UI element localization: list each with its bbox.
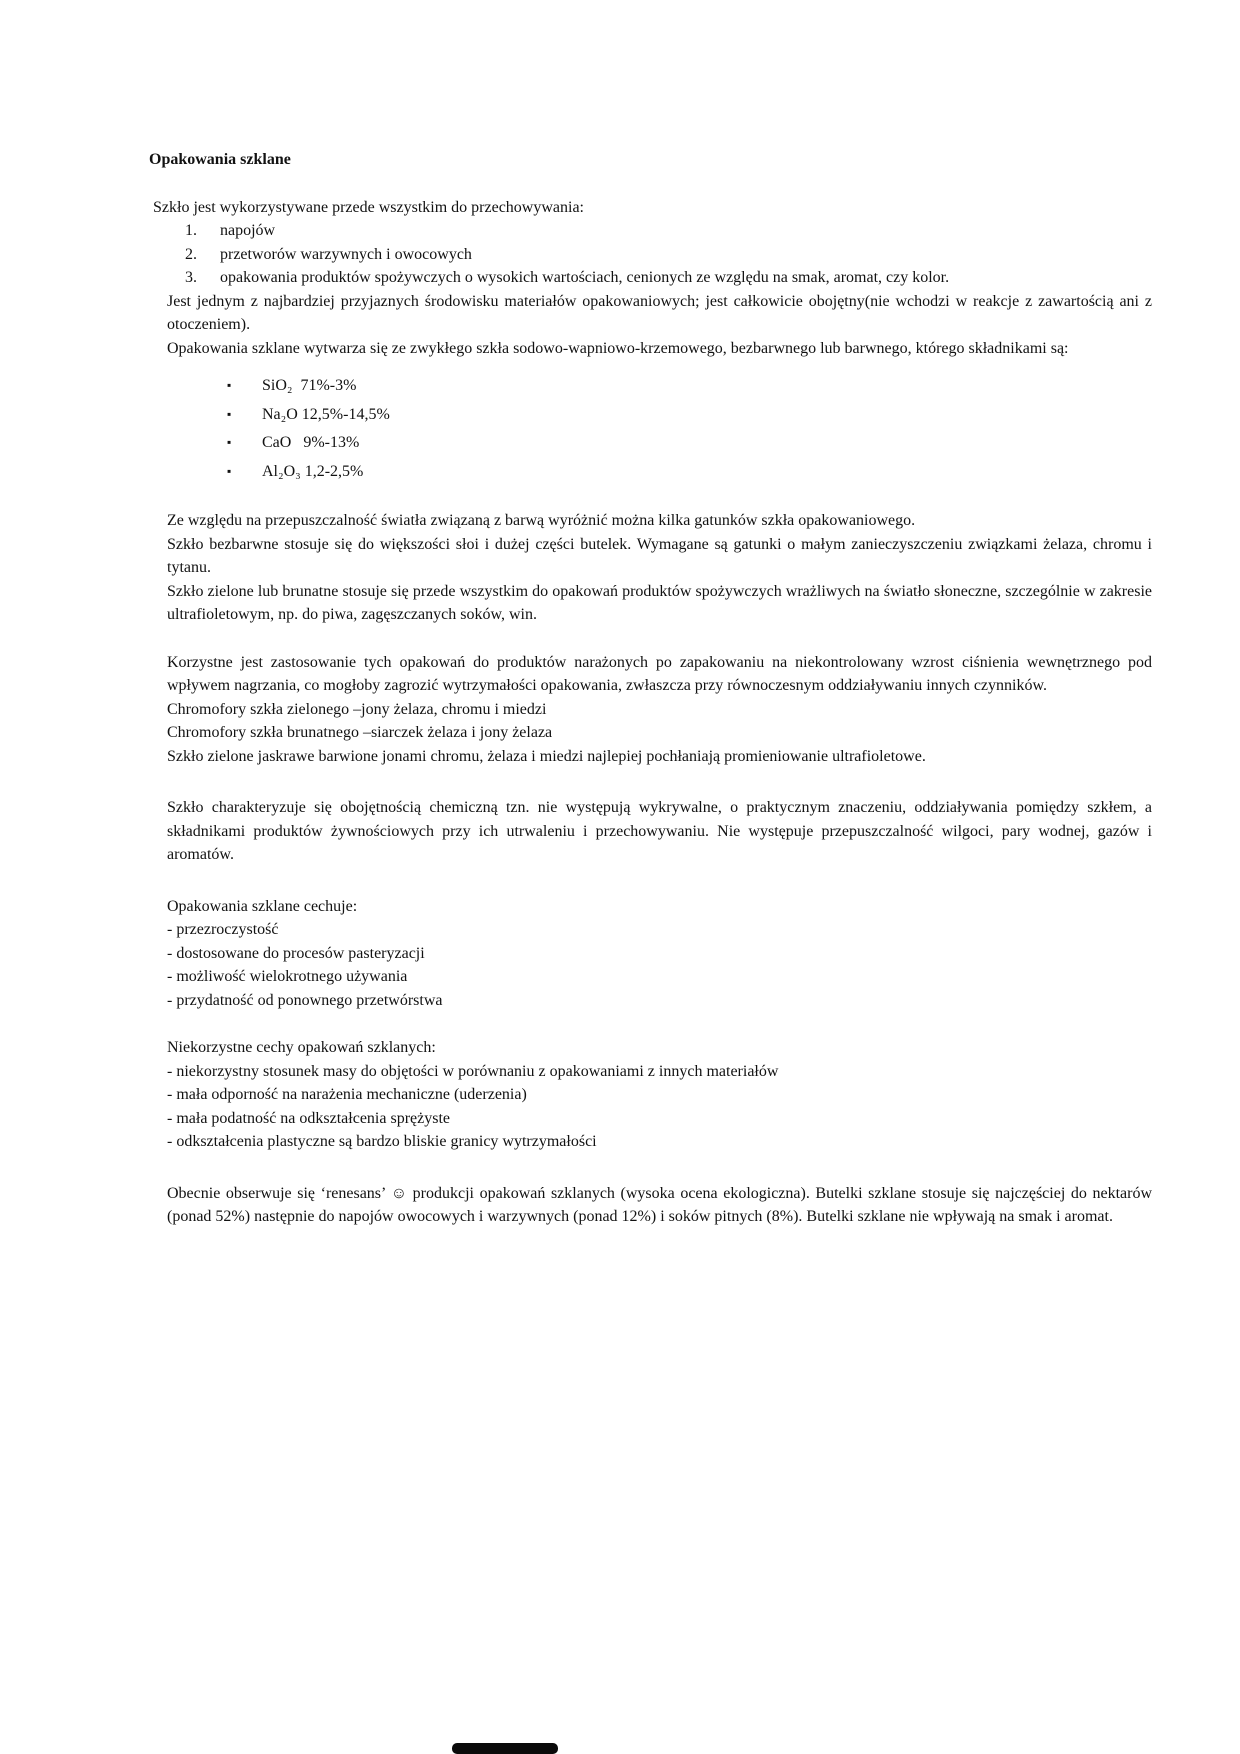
component-value: SiO₂ 71%-3% bbox=[262, 377, 357, 394]
feature-item: - możliwość wielokrotnego używania bbox=[167, 968, 408, 985]
drawback-item: - niekorzystny stosunek masy do objętości w porównaniu z opakowaniami z innych materiałów bbox=[167, 1062, 779, 1080]
page-title: Opakowania szklane bbox=[149, 151, 291, 168]
document-content bbox=[149, 148, 1152, 1229]
paragraph-chemical-inertness: Szkło charakteryzuje się obojętnością chemiczną tzn. nie występują wykrywalne, o praktycznym znaczeniu, oddziaływania pomiędzy szkłem, a składnikami produktów żywnościowych przy ich utrwaleniu i przechowywaniu. Nie występuje przepuszczalność wilgoci, pary wodnej, gazów i aromatów. bbox=[167, 799, 1152, 863]
list-item bbox=[149, 266, 1152, 290]
uses-numbered-list bbox=[149, 219, 1152, 290]
paragraph-colorless-glass: Szkło bezbarwne stosuje się do większości słoi i dużej części butelek. Wymagane są gatunki o małym zanieczyszczeniu związkami żelaza, chromu i tytanu. bbox=[167, 535, 1152, 576]
paragraph-glass-composition: Opakowania szklane wytwarza się ze zwykłego szkła sodowo-wapniowo-krzemowego, bezbarwnego lub barwnego, którego składnikami są: bbox=[167, 339, 1069, 357]
footer-mark bbox=[452, 1743, 558, 1754]
paragraph-spacer bbox=[149, 867, 1152, 895]
list-item bbox=[149, 460, 1152, 484]
feature-item: - przydatność od ponownego przetwórstwa bbox=[167, 991, 443, 1009]
list-item bbox=[149, 431, 1152, 455]
paragraph-environment-friendly: Jest jednym z najbardziej przyjaznych środowisku materiałów opakowaniowych; jest całkowicie obojętny(nie wchodzi w reakcje z zawartością ani z otoczeniem). bbox=[167, 292, 1152, 333]
list-number: 2. bbox=[185, 245, 197, 263]
drawback-item: - mała odporność na narażenia mechaniczne (uderzenia) bbox=[167, 1086, 527, 1103]
component-value: Na₂O 12,5%-14,5% bbox=[262, 405, 390, 423]
drawback-item: - odkształcenia plastyczne są bardzo bliskie granicy wytrzymałości bbox=[167, 1133, 597, 1150]
list-item bbox=[149, 403, 1152, 427]
list-item bbox=[149, 219, 1152, 243]
line-chromophores-brown: Chromofory szkła brunatnego –siarczek żelaza i jony żelaza bbox=[167, 724, 553, 741]
list-number: 3. bbox=[185, 269, 197, 286]
drawbacks-heading: Niekorzystne cechy opakowań szklanych: bbox=[167, 1039, 436, 1056]
square-bullet-icon: ▪ bbox=[227, 463, 232, 478]
list-item-text: przetworów warzywnych i owocowych bbox=[220, 245, 472, 263]
list-number: 1. bbox=[185, 222, 197, 239]
paragraph-internal-pressure: Korzystne jest zastosowanie tych opakowań do produktów narażonych po zapakowaniu na niekontrolowany wzrost ciśnienia wewnętrznego pod wpływem nagrzania, co mogłoby zagrozić wytrzymałości opakowania, zwłaszcza przy równoczesnym oddziaływaniu innych czynników. bbox=[167, 653, 1152, 694]
square-bullet-icon: ▪ bbox=[227, 406, 232, 421]
paragraph-green-brown-glass: Szkło zielone lub brunatne stosuje się przede wszystkim do opakowań produktów spożywczych wrażliwych na światło słoneczne, szczególnie w zakresie ultrafioletowym, np. do piwa, zagęszczanych soków, win. bbox=[167, 582, 1152, 623]
composition-bullet-list bbox=[149, 374, 1152, 483]
list-item-text: napojów bbox=[220, 222, 276, 239]
feature-item: - dostosowane do procesów pasteryzacji bbox=[167, 944, 425, 962]
paragraph-spacer bbox=[149, 1154, 1152, 1182]
paragraph-spacer bbox=[149, 1012, 1152, 1036]
paragraph-spacer bbox=[149, 768, 1152, 796]
square-bullet-icon: ▪ bbox=[227, 435, 232, 449]
list-item-text: opakowania produktów spożywczych o wysokich wartościach, cenionych ze względu na smak, aromat, czy kolor. bbox=[220, 269, 950, 286]
square-bullet-icon: ▪ bbox=[227, 378, 232, 392]
features-heading: Opakowania szklane cechuje: bbox=[167, 897, 358, 915]
drawback-item: - mała podatność na odkształcenia sprężyste bbox=[167, 1109, 450, 1127]
paragraph-spacer bbox=[149, 627, 1152, 651]
line-chromophores-green: Chromofory szkła zielonego –jony żelaza, chromu i miedzi bbox=[167, 700, 547, 718]
paragraph-renaissance: Obecnie obserwuje się ‘renesans’ ☺ produkcji opakowań szklanych (wysoka ocena ekologiczna). Butelki szklane stosuje się najczęściej do nektarów (ponad 52%) następnie do napojów owocowych i warzywnych (ponad 12%) i soków pitnych (8%). Butelki szklane nie wpływają na smak i aromat. bbox=[167, 1184, 1152, 1225]
paragraph-uv-absorption: Szkło zielone jaskrawe barwione jonami chromu, żelaza i miedzi najlepiej pochłaniają promieniowanie ultrafioletowe. bbox=[167, 747, 926, 765]
feature-item: - przezroczystość bbox=[167, 921, 279, 938]
list-item bbox=[149, 374, 1152, 398]
component-value: Al₂O₃ 1,2-2,5% bbox=[262, 462, 364, 480]
intro-lead: Szkło jest wykorzystywane przede wszystkim do przechowywania: bbox=[153, 198, 584, 216]
list-item bbox=[149, 243, 1152, 267]
component-value: CaO 9%-13% bbox=[262, 434, 360, 451]
paragraph-light-transmittance: Ze względu na przepuszczalność światła związaną z barwą wyróżnić można kilka gatunków szkła opakowaniowego. bbox=[167, 512, 916, 529]
